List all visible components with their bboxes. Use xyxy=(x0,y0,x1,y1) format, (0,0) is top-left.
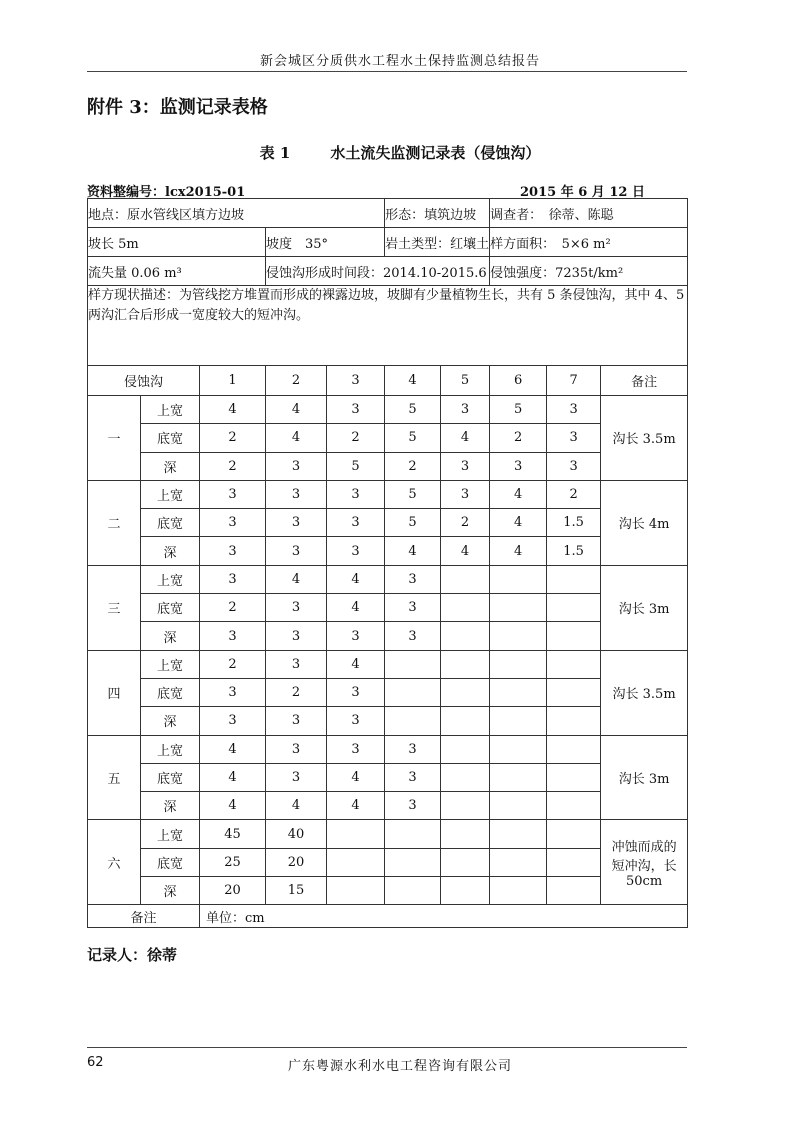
row-label-cell: 底宽 xyxy=(141,509,200,537)
table-row xyxy=(88,650,688,678)
value-cell: 2 xyxy=(266,678,327,706)
table-row xyxy=(88,424,688,452)
value-cell: 1.5 xyxy=(547,537,601,565)
value-cell xyxy=(385,650,441,678)
value-cell xyxy=(490,763,547,791)
value-cell: 2 xyxy=(490,424,547,452)
row-label-cell: 上宽 xyxy=(141,735,200,763)
value-cell xyxy=(441,848,490,876)
formation-period-cell: 侵蚀沟形成时间段：2014.10-2015.6 xyxy=(266,257,490,286)
value-cell: 2 xyxy=(200,594,266,622)
group-name-cell: 二 xyxy=(88,480,141,565)
row-label-cell: 深 xyxy=(141,877,200,905)
value-cell: 3 xyxy=(327,622,385,650)
value-cell xyxy=(327,820,385,848)
value-cell: 4 xyxy=(266,792,327,820)
table-row xyxy=(88,396,688,424)
value-cell xyxy=(490,707,547,735)
value-cell: 2 xyxy=(327,424,385,452)
value-cell: 3 xyxy=(385,594,441,622)
value-cell xyxy=(547,735,601,763)
value-cell: 3 xyxy=(200,480,266,508)
row-label-cell: 深 xyxy=(141,452,200,480)
value-cell xyxy=(441,594,490,622)
value-cell: 3 xyxy=(200,509,266,537)
table-row xyxy=(88,622,688,650)
value-cell xyxy=(547,650,601,678)
value-cell: 25 xyxy=(200,848,266,876)
value-cell: 2 xyxy=(547,480,601,508)
group-name-cell: 一 xyxy=(88,396,141,481)
value-cell: 3 xyxy=(266,735,327,763)
value-cell: 3 xyxy=(200,537,266,565)
value-cell: 3 xyxy=(547,396,601,424)
value-cell: 3 xyxy=(547,424,601,452)
value-cell: 4 xyxy=(441,424,490,452)
group-note-cell: 冲蚀而成的短冲沟，长 50cm xyxy=(601,820,688,905)
column-header-num: 2 xyxy=(266,366,327,396)
unit-cell: 单位：cm xyxy=(200,905,688,928)
table-row xyxy=(88,763,688,791)
value-cell: 3 xyxy=(547,452,601,480)
value-cell: 3 xyxy=(385,565,441,593)
table-row xyxy=(88,678,688,706)
value-cell xyxy=(490,565,547,593)
column-header-num: 4 xyxy=(385,366,441,396)
value-cell xyxy=(385,848,441,876)
plot-description-cell: 样方现状描述：为管线挖方堆置而形成的裸露边坡，坡脚有少量植物生长，共有 5 条侵蚀沟，其中 4、5 两沟汇合后形成一宽度较大的短冲沟。 xyxy=(88,286,688,366)
soil-type-cell: 岩土类型：红壤土 xyxy=(385,228,490,257)
value-cell: 3 xyxy=(266,594,327,622)
value-cell: 3 xyxy=(327,537,385,565)
value-cell: 3 xyxy=(327,735,385,763)
group-name-cell: 三 xyxy=(88,565,141,650)
value-cell: 3 xyxy=(266,480,327,508)
value-cell: 3 xyxy=(266,537,327,565)
value-cell: 3 xyxy=(266,622,327,650)
value-cell xyxy=(547,792,601,820)
value-cell: 2 xyxy=(385,452,441,480)
value-cell: 4 xyxy=(327,650,385,678)
table-row xyxy=(88,877,688,905)
value-cell: 3 xyxy=(441,396,490,424)
value-cell: 5 xyxy=(385,396,441,424)
value-cell xyxy=(441,678,490,706)
group-note-cell: 沟长 3m xyxy=(601,735,688,820)
value-cell: 5 xyxy=(385,424,441,452)
value-cell xyxy=(385,678,441,706)
row-label-cell: 上宽 xyxy=(141,650,200,678)
value-cell: 4 xyxy=(200,396,266,424)
value-cell: 4 xyxy=(327,763,385,791)
table-row xyxy=(88,565,688,593)
value-cell xyxy=(385,877,441,905)
value-cell xyxy=(490,848,547,876)
value-cell: 5 xyxy=(490,396,547,424)
table-footer-row xyxy=(88,905,688,928)
value-cell xyxy=(441,820,490,848)
group-name-cell: 六 xyxy=(88,820,141,905)
value-cell: 4 xyxy=(266,565,327,593)
table-name: 水土流失监测记录表（侵蚀沟） xyxy=(330,144,541,162)
row-label-cell: 上宽 xyxy=(141,565,200,593)
value-cell xyxy=(441,735,490,763)
value-cell xyxy=(547,565,601,593)
column-header-num: 3 xyxy=(327,366,385,396)
column-header-gully: 侵蚀沟 xyxy=(88,366,200,396)
slope-degree-cell: 坡度 35° xyxy=(266,228,385,257)
value-cell xyxy=(441,877,490,905)
value-cell: 3 xyxy=(385,792,441,820)
value-cell: 5 xyxy=(327,452,385,480)
footer-label-cell: 备注 xyxy=(88,905,200,928)
value-cell: 3 xyxy=(385,622,441,650)
surveyor-cell: 调查者： 徐蒂、陈聪 xyxy=(490,199,688,228)
value-cell xyxy=(441,565,490,593)
value-cell xyxy=(441,650,490,678)
value-cell xyxy=(441,763,490,791)
loss-amount-cell: 流失量 0.06 m³ xyxy=(88,257,266,286)
row-label-cell: 底宽 xyxy=(141,424,200,452)
row-label-cell: 上宽 xyxy=(141,396,200,424)
value-cell: 4 xyxy=(385,537,441,565)
value-cell: 3 xyxy=(327,707,385,735)
table-row xyxy=(88,480,688,508)
value-cell xyxy=(490,735,547,763)
column-header-note: 备注 xyxy=(601,366,688,396)
report-header-title: 新会城区分质供水工程水土保持监测总结报告 xyxy=(259,54,540,69)
value-cell xyxy=(490,650,547,678)
value-cell: 3 xyxy=(441,452,490,480)
table-row xyxy=(88,792,688,820)
landform-cell: 形态：填筑边坡 xyxy=(385,199,490,228)
value-cell: 3 xyxy=(200,565,266,593)
record-number: 资料整编号：lcx2015-01 xyxy=(87,185,246,200)
value-cell: 4 xyxy=(200,792,266,820)
row-label-cell: 底宽 xyxy=(141,678,200,706)
page-number: 62 xyxy=(87,1055,104,1070)
value-cell xyxy=(547,707,601,735)
table-row xyxy=(88,509,688,537)
group-name-cell: 四 xyxy=(88,650,141,735)
value-cell: 3 xyxy=(200,707,266,735)
value-cell xyxy=(385,820,441,848)
value-cell: 4 xyxy=(490,480,547,508)
value-cell: 5 xyxy=(385,509,441,537)
value-cell: 4 xyxy=(490,509,547,537)
value-cell: 4 xyxy=(200,735,266,763)
row-label-cell: 上宽 xyxy=(141,820,200,848)
value-cell: 3 xyxy=(266,707,327,735)
monitoring-record-table xyxy=(87,198,688,928)
column-header-num: 6 xyxy=(490,366,547,396)
location-cell: 地点：原水管线区填方边坡 xyxy=(88,199,385,228)
value-cell xyxy=(385,707,441,735)
group-note-cell: 沟长 3.5m xyxy=(601,650,688,735)
value-cell: 3 xyxy=(327,509,385,537)
header-divider xyxy=(87,71,687,72)
company-name: 广东粤源水利水电工程咨询有限公司 xyxy=(287,1059,512,1074)
column-header-num: 5 xyxy=(441,366,490,396)
value-cell xyxy=(490,622,547,650)
value-cell: 40 xyxy=(266,820,327,848)
value-cell xyxy=(327,877,385,905)
value-cell: 3 xyxy=(266,650,327,678)
value-cell: 3 xyxy=(385,735,441,763)
record-date: 2015 年 6 月 12 日 xyxy=(520,185,645,200)
value-cell: 15 xyxy=(266,877,327,905)
value-cell xyxy=(490,820,547,848)
value-cell xyxy=(490,678,547,706)
group-note-cell: 沟长 3.5m xyxy=(601,396,688,481)
table-number: 表 1 xyxy=(259,144,291,162)
table-row xyxy=(88,594,688,622)
value-cell: 3 xyxy=(385,763,441,791)
value-cell: 3 xyxy=(490,452,547,480)
group-note-cell: 沟长 3m xyxy=(601,565,688,650)
column-header-num: 7 xyxy=(547,366,601,396)
row-label-cell: 底宽 xyxy=(141,594,200,622)
value-cell xyxy=(441,707,490,735)
value-cell xyxy=(547,763,601,791)
value-cell xyxy=(327,848,385,876)
table-row xyxy=(88,537,688,565)
recorder-label: 记录人：徐蒂 xyxy=(87,946,178,964)
row-label-cell: 深 xyxy=(141,622,200,650)
value-cell xyxy=(441,622,490,650)
value-cell: 20 xyxy=(266,848,327,876)
value-cell xyxy=(547,877,601,905)
row-label-cell: 上宽 xyxy=(141,480,200,508)
value-cell xyxy=(547,594,601,622)
value-cell: 4 xyxy=(200,763,266,791)
value-cell: 3 xyxy=(441,480,490,508)
value-cell: 4 xyxy=(441,537,490,565)
value-cell: 2 xyxy=(200,424,266,452)
value-cell xyxy=(490,877,547,905)
value-cell xyxy=(547,678,601,706)
value-cell xyxy=(441,792,490,820)
value-cell: 2 xyxy=(200,452,266,480)
table-row xyxy=(88,820,688,848)
value-cell: 4 xyxy=(327,565,385,593)
value-cell: 2 xyxy=(441,509,490,537)
table-row xyxy=(88,848,688,876)
value-cell: 4 xyxy=(266,424,327,452)
value-cell: 3 xyxy=(266,452,327,480)
table-row xyxy=(88,735,688,763)
value-cell xyxy=(547,848,601,876)
value-cell: 4 xyxy=(266,396,327,424)
value-cell xyxy=(490,792,547,820)
row-label-cell: 底宽 xyxy=(141,848,200,876)
value-cell: 4 xyxy=(327,792,385,820)
value-cell: 20 xyxy=(200,877,266,905)
column-header-num: 1 xyxy=(200,366,266,396)
group-name-cell: 五 xyxy=(88,735,141,820)
table-row xyxy=(88,452,688,480)
table-row xyxy=(88,707,688,735)
value-cell: 1.5 xyxy=(547,509,601,537)
value-cell xyxy=(490,594,547,622)
value-cell xyxy=(547,622,601,650)
value-cell: 4 xyxy=(327,594,385,622)
row-label-cell: 深 xyxy=(141,537,200,565)
table-title xyxy=(0,142,800,163)
value-cell xyxy=(547,820,601,848)
value-cell: 2 xyxy=(200,650,266,678)
row-label-cell: 底宽 xyxy=(141,763,200,791)
value-cell: 3 xyxy=(327,396,385,424)
value-cell: 3 xyxy=(327,678,385,706)
value-cell: 3 xyxy=(327,480,385,508)
footer-divider xyxy=(87,1047,687,1048)
value-cell: 3 xyxy=(266,509,327,537)
value-cell: 5 xyxy=(385,480,441,508)
group-note-cell: 沟长 4m xyxy=(601,480,688,565)
plot-area-cell: 样方面积： 5×6 m² xyxy=(490,228,688,257)
value-cell: 3 xyxy=(266,763,327,791)
value-cell: 3 xyxy=(200,678,266,706)
erosion-intensity-cell: 侵蚀强度：7235t/km² xyxy=(490,257,688,286)
value-cell: 3 xyxy=(200,622,266,650)
value-cell: 45 xyxy=(200,820,266,848)
row-label-cell: 深 xyxy=(141,707,200,735)
value-cell: 4 xyxy=(490,537,547,565)
row-label-cell: 深 xyxy=(141,792,200,820)
slope-length-cell: 坡长 5m xyxy=(88,228,266,257)
appendix-title: 附件 3：监测记录表格 xyxy=(87,97,268,118)
